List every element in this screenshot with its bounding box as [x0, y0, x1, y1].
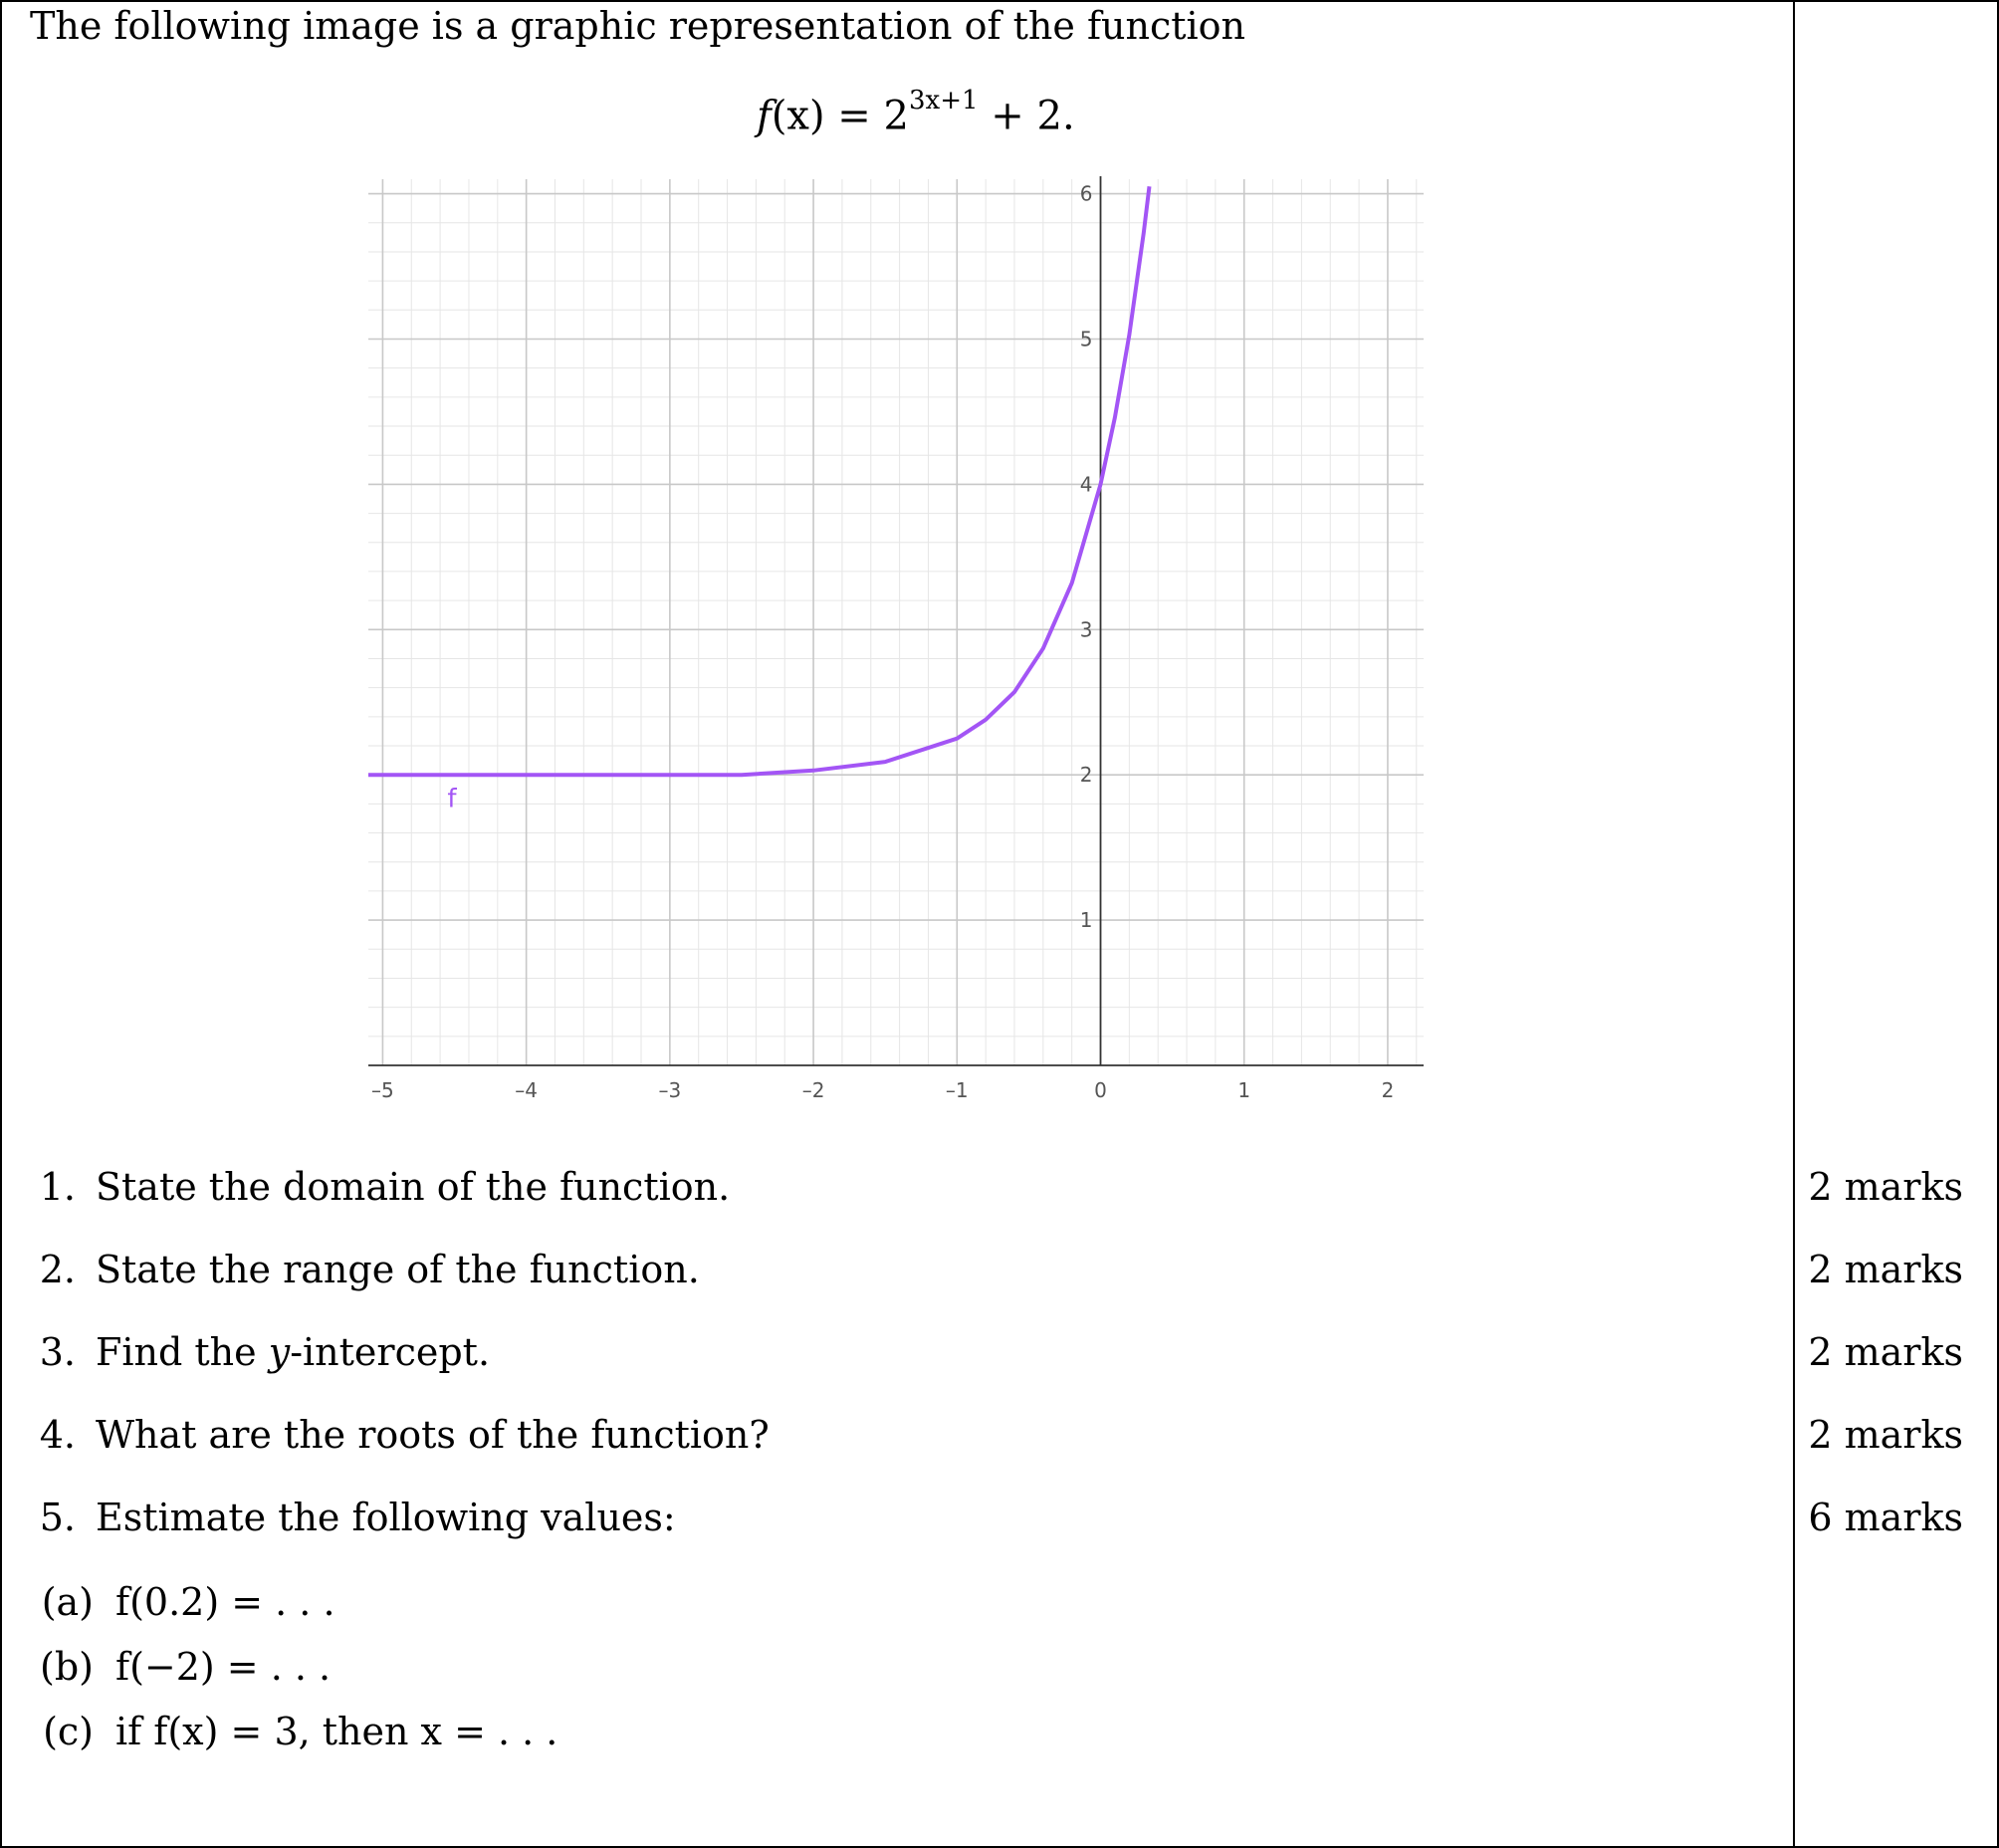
marks-column [1793, 0, 1999, 1848]
formula-exponent: 3x+1 [909, 86, 979, 116]
question-2 [22, 1248, 700, 1291]
tick-labels [371, 182, 1394, 1102]
subpart-a [22, 1580, 335, 1624]
y-tick-label: 5 [1079, 327, 1093, 351]
x-tick-label: –1 [945, 1078, 969, 1102]
question-text: What are the roots of the function? [96, 1413, 770, 1457]
function-formula [757, 86, 1075, 139]
question-variable: y [268, 1330, 291, 1374]
formula-f: f [757, 93, 772, 139]
formula-tail: + 2. [978, 93, 1075, 139]
formula-eq: = 2 [824, 93, 909, 139]
question-number: 4. [39, 1413, 76, 1457]
question-number: 1. [39, 1165, 76, 1209]
x-tick-label: 2 [1381, 1078, 1395, 1102]
question-3 [22, 1330, 490, 1374]
formula-arg: (x) [771, 93, 825, 139]
question-number: 3. [39, 1330, 76, 1374]
subpart-label: (b) [40, 1645, 94, 1689]
question-1 [22, 1165, 730, 1209]
marks-5: 6 marks [1808, 1496, 1963, 1539]
y-tick-label: 6 [1079, 181, 1093, 206]
x-tick-label: –2 [801, 1078, 825, 1102]
y-tick-label: 4 [1079, 472, 1093, 497]
x-tick-label: –3 [658, 1078, 682, 1102]
question-text: -intercept. [290, 1330, 491, 1374]
function-curve [368, 186, 1150, 775]
subpart-text: if f(x) = 3, then x = . . . [115, 1710, 558, 1753]
x-tick-label: 1 [1237, 1078, 1251, 1102]
question-text: Find the [96, 1330, 269, 1374]
major-grid [368, 179, 1424, 1065]
question-text: State the range of the function. [96, 1248, 700, 1291]
y-tick-label: 2 [1079, 763, 1093, 788]
x-tick-label: –4 [515, 1078, 539, 1102]
marks-1: 2 marks [1808, 1165, 1963, 1209]
marks-4: 2 marks [1808, 1413, 1963, 1457]
subpart-c [22, 1710, 557, 1753]
question-number: 5. [39, 1496, 76, 1539]
question-5 [22, 1496, 676, 1539]
function-graph [358, 174, 1434, 1120]
marks-3: 2 marks [1808, 1330, 1963, 1374]
marks-2: 2 marks [1808, 1248, 1963, 1291]
question-text: Estimate the following values: [96, 1496, 676, 1539]
x-tick-label: 0 [1094, 1078, 1107, 1102]
question-text: State the domain of the function. [96, 1165, 731, 1209]
subpart-text: f(0.2) = . . . [115, 1580, 335, 1624]
subpart-text: f(−2) = . . . [115, 1645, 332, 1689]
question-number: 2. [39, 1248, 76, 1291]
x-tick-label: –5 [371, 1078, 394, 1102]
subpart-label: (c) [43, 1710, 94, 1753]
curve-label: f [447, 784, 457, 814]
subpart-b [22, 1645, 331, 1689]
subpart-label: (a) [41, 1580, 94, 1624]
question-4 [22, 1413, 770, 1457]
y-tick-label: 3 [1079, 617, 1093, 642]
intro-text: The following image is a graphic representation of the function [30, 4, 1246, 48]
y-tick-label: 1 [1079, 908, 1093, 933]
